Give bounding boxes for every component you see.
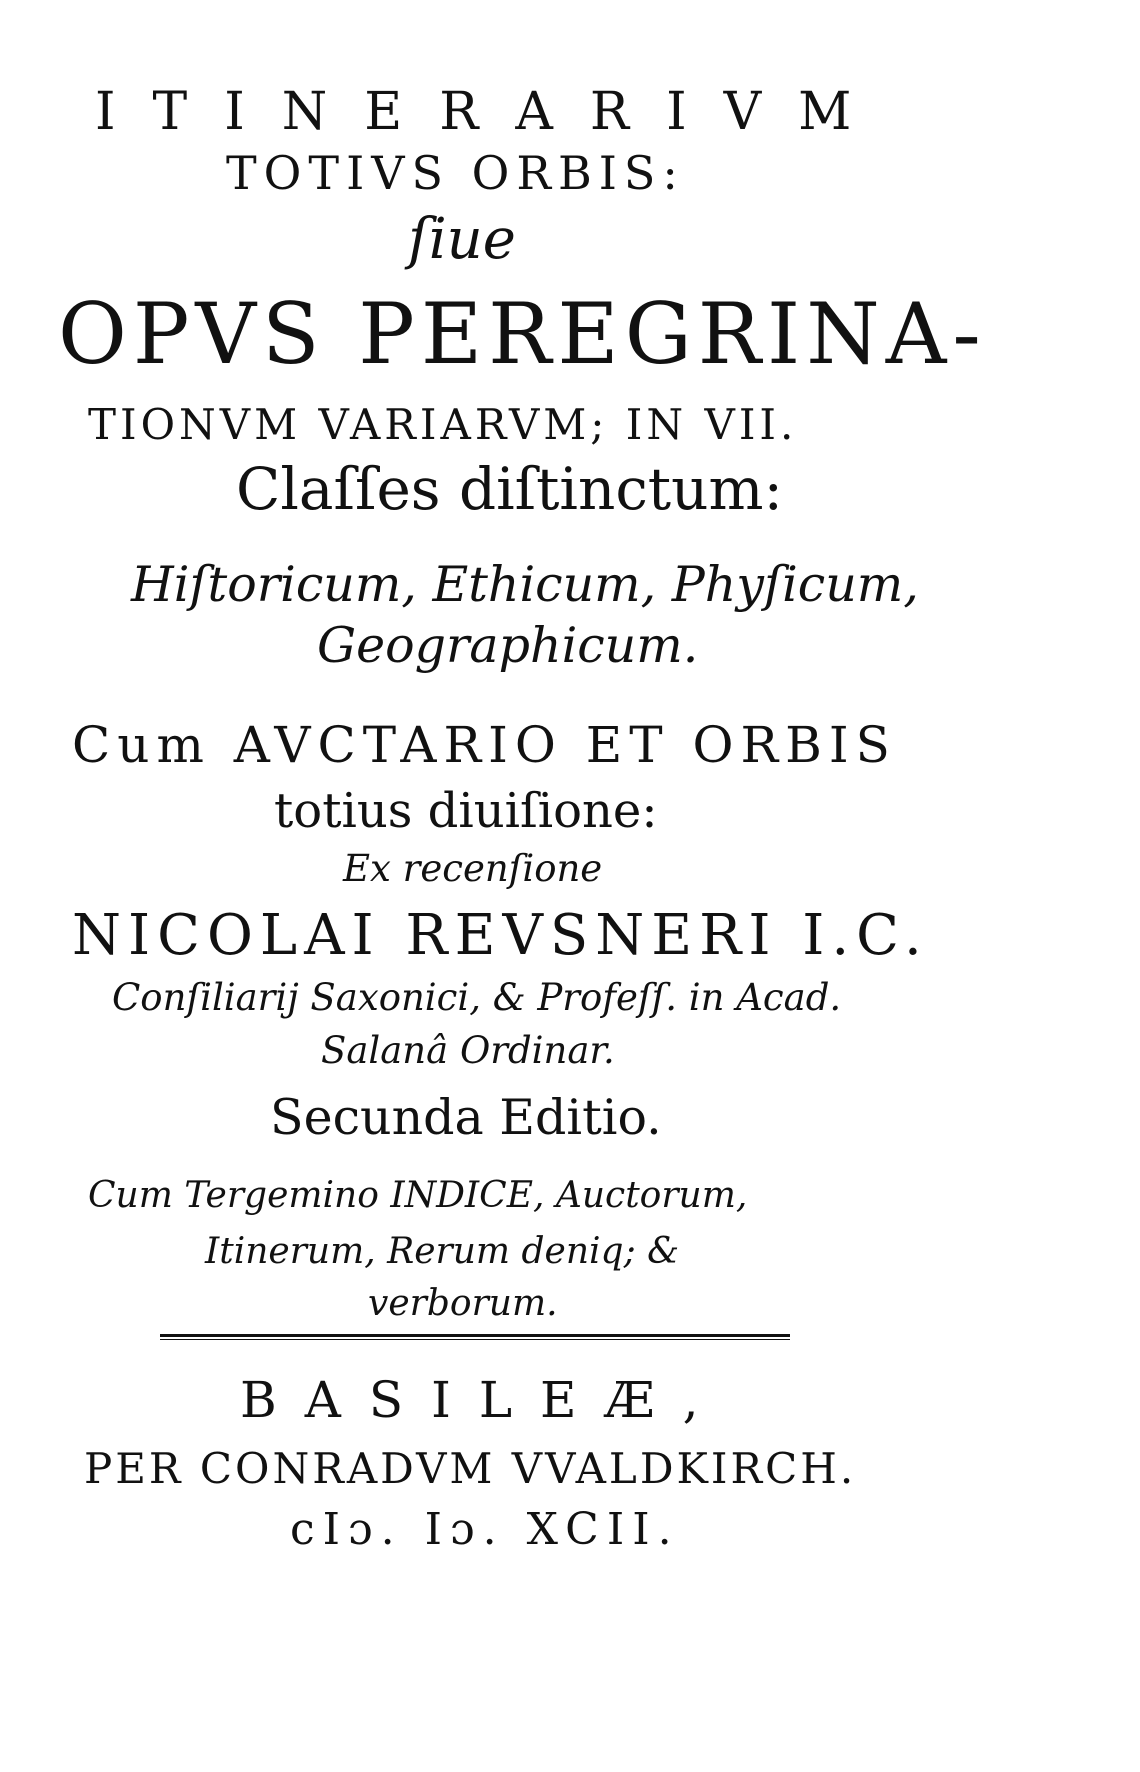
index-line2: Itinerum, Rerum deniq; &: [205, 1231, 680, 1272]
divider-rule: [160, 1334, 790, 1337]
imprint-city: BASILEÆ,: [240, 1371, 727, 1429]
title-line-itinerarium: ITINERARIVM: [95, 82, 889, 142]
index-line3: verborum.: [368, 1283, 558, 1324]
author-name: NICOLAI REVSNERI I.C.: [72, 903, 929, 968]
title-line-totius-orbis: TOTIVS ORBIS:: [226, 146, 685, 200]
title-line-siue: ſiue: [408, 207, 516, 272]
subtitle-line-geographicum: Geographicum.: [317, 617, 699, 674]
title-line-tionum-variarum: TIONVM VARIARVM; IN VII.: [88, 400, 798, 449]
subtitle-line-totius-diuisione: totius diuiſione:: [274, 783, 658, 839]
subtitle-line-historicum: Hiſtoricum, Ethicum, Phyſicum,: [131, 556, 919, 613]
subtitle-line-cum-auctario: Cum AVCTARIO ET ORBIS: [72, 716, 897, 774]
subtitle-line-ex-recensione: Ex recenſione: [343, 847, 603, 890]
imprint-year: cIɔ. Iɔ. XCII.: [290, 1504, 680, 1555]
author-title-line2: Salanâ Ordinar.: [321, 1029, 615, 1072]
author-title-line1: Conſiliarij Saxonici, & Profeſſ. in Acad.: [112, 976, 842, 1019]
index-line1: Cum Tergemino INDICE, Auctorum,: [88, 1175, 748, 1216]
imprint-printer: PER CONRADVM VVALDKIRCH.: [84, 1444, 857, 1493]
title-line-opus-peregrina: OPVS PEREGRINA-: [58, 285, 987, 383]
title-line-classes: Claſſes diſtinctum:: [236, 455, 784, 523]
edition-statement: Secunda Editio.: [270, 1089, 662, 1146]
